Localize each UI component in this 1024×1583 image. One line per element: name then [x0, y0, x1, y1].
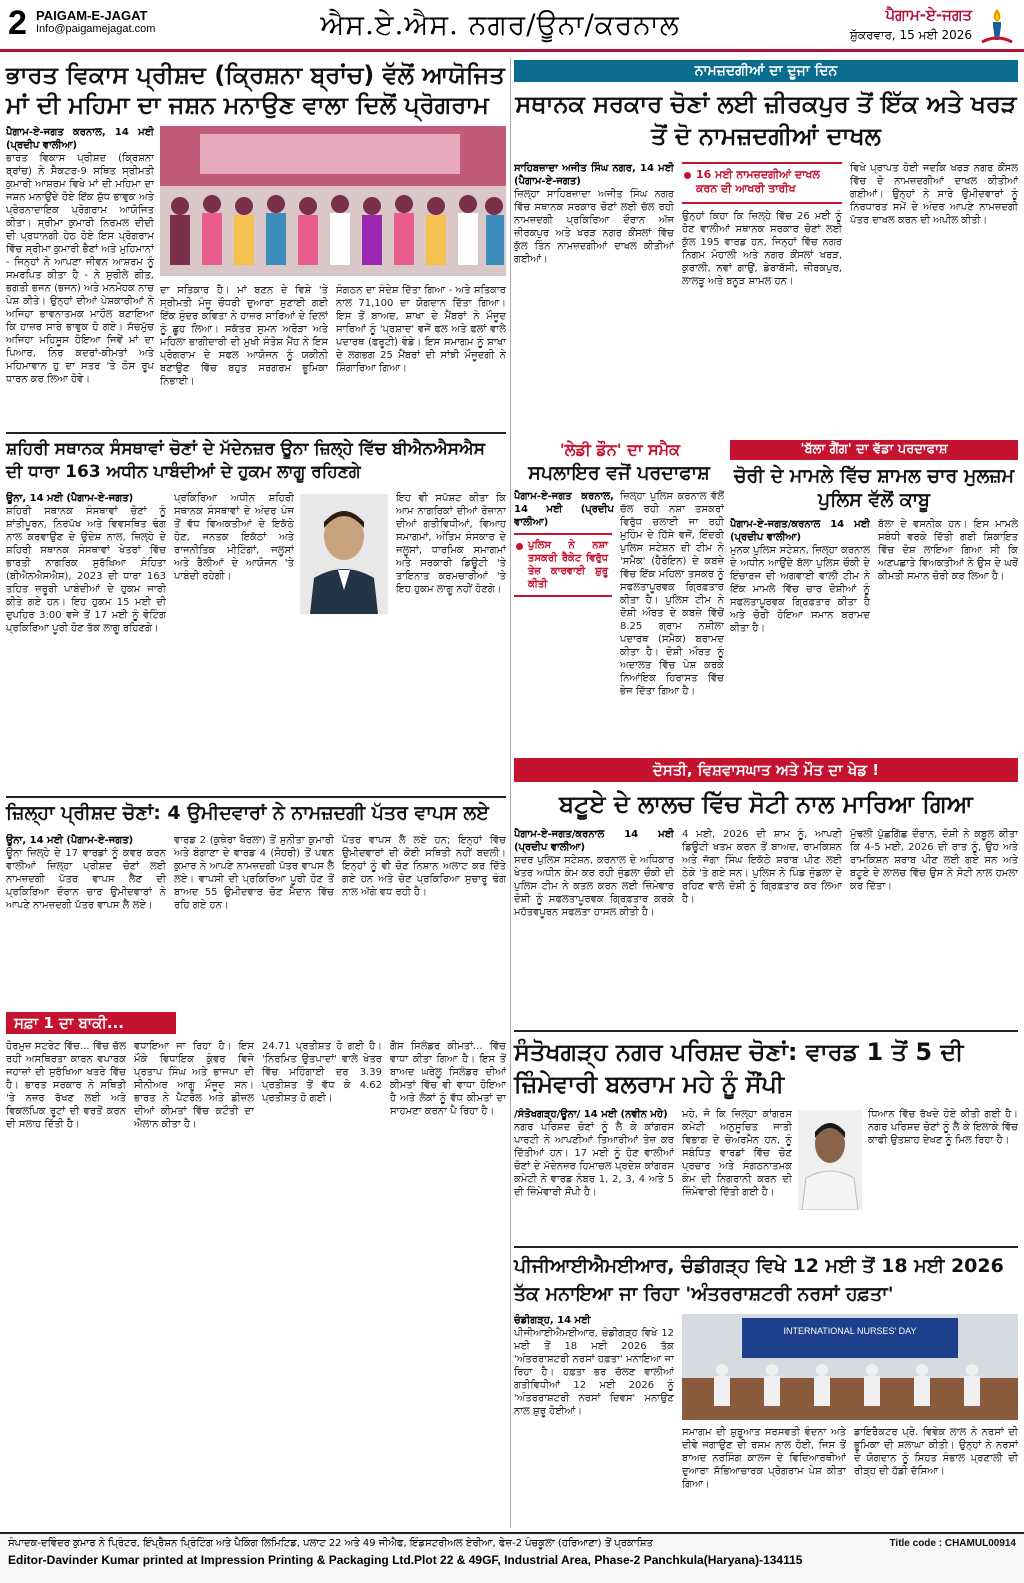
- bharat-col-2: ਦਾ ਸਤਿਕਾਰ ਹੈ। ਮਾਂ ਬਣਨ ਦੇ ਵਿਸ਼ੇ 'ਤੇ ਸ੍ਰੀਮਤੀ ਮੰਜੂ ਚੌਧਰੀ ਦੁਆਰਾ ਸੁਣਾਈ ਗਈ ਇੱਕ ਸੁੰਦਰ ਕਵਿਤਾ ਨੇ ਹਾਜ਼ਰ ਸਾਰਿਆਂ ਦੇ ਦਿਲਾਂ ਨੂੰ ਛੂਹ ਲਿਆ। ਸਕੱਤਰ ਸੁਮਨ ਅਰੋੜਾ ਅਤੇ ਮਹਿਲਾ ਭਾਗੀਦਾਰੀ ਦੀ ਮੁਖੀ ਸੰਤੋਸ਼ ਮੈਂਹ ਨੇ ਇਸ ਪ੍ਰੋਗਰਾਮ ਦੇ ਸਫਲ ਆਯੋਜਨ ਨੂੰ ਯਕੀਨੀ ਬਣਾਉਣ ਵਿੱਚ ਬਹੁਤ ਸਰਗਰਮ ਭੂਮਿਕਾ ਨਿਭਾਈ।: [160, 285, 328, 387]
- remainder-col-4: ਗੈਸ ਸਿਲੰਡਰ ਕੀਮਤਾਂ... ਵਿੱਚ ਵਾਧਾ ਕੀਤਾ ਗਿਆ ਹੈ। ਇਸ ਤੋਂ ਬਾਅਦ ਘਰੇਲੂ ਸਿਲੰਡਰ ਦੀਆਂ ਕੀਮਤਾਂ ਵਿੱਚ ਵੀ ਵਾਧਾ ਹੋਇਆ ਹੈ ਅਤੇ ਲੋਕਾਂ ਨੂੰ ਵੱਧ ਕੀਮਤਾਂ ਦਾ ਸਾਹਮਣਾ ਕਰਨਾ ਪੈ ਰਿਹਾ ਹੈ।: [390, 1041, 506, 1117]
- zila-col-1: [6, 834, 166, 1006]
- bharat-event-photo: [160, 126, 506, 276]
- bharat-text-1: ਭਾਰਤ ਵਿਕਾਸ ਪ੍ਰੀਸ਼ਦ (ਕ੍ਰਿਸ਼ਨਾ ਬ੍ਰਾਂਚ) ਨੇ ਸੈਕਟਰ-9 ਸਥਿਤ ਸ੍ਰੀਮਤੀ ਕੁਮਾਰੀ ਆਸ਼ਰਮ ਵਿਖੇ ਮਾਂ ਦੀ ਮਹਿਮਾ ਦਾ ਜਸ਼ਨ ਮਨਾਉਂਦੇ ਹੋਏ ਇੱਕ ਸ਼ੁੱਧ ਭਾਵੁਕ ਅਤੇ ਪ੍ਰੇਰਨਾਦਾਇਕ ਪ੍ਰੋਗਰਾਮ ਆਯੋਜਿਤ ਕੀਤਾ। ਸ੍ਰੀਮਾ ਕੁਮਾਰੀ ਨਿਰਮਲ ਦੀਦੀ ਦੀ ਪ੍ਰਧਾਨਗੀ ਹੇਠ ਹੋਏ ਇਸ ਪ੍ਰੋਗਰਾਮ ਵਿੱਚ ਸ੍ਰੀਮਾ ਕੁਮਾਰੀ ਭੈਣਾਂ ਅਤੇ ਮੁਹਿਮਾਨਾਂ - ਜਿਨ੍ਹਾਂ ਨੇ ਆਪਣਾ ਜੀਵਨ ਆਸ਼ਰਮ ਨੂੰ ਸਮਰਪਿਤ ਕੀਤਾ ਹੈ - ਨੇ ਸੁਰੀਲੇ ਗੀਤ, ਭਗਤੀ ਭਜਨ (ਭਜਨ) ਅਤੇ ਮਨਮੋਹਕ ਨਾਚ ਪੇਸ਼ ਕੀਤੇ। ਉਨ੍ਹਾਂ ਦੀਆਂ ਪੇਸ਼ਕਾਰੀਆਂ ਨੇ ਅਜਿਹਾ ਭਾਵਨਾਤਮਕ ਮਾਹੌਲ ਬਣਾਇਆ ਕਿ ਹਾਜ਼ਰ ਸਾਰੇ ਭਾਵੁਕ ਹੋ ਗਏ। ਸੱਚਮੁੱਚ ਅਜਿਹਾ ਮਹਿਸੂਸ ਹੋਇਆ ਜਿਵੇਂ ਮਾਂ ਦਾ ਪਿਆਰ, ਨਿਰ ਕਦਰਾਂ-ਕੀਮਤਾਂ ਅਤੇ ਮਹਿਮਾਵਾਨ ਹੁ ਦਾ ਸਤਰ 'ਤੇ ਠੋਸ ਰੂਪ ਧਾਰਨ ਕਰ ਲਿਆ ਹੋਵੇ।: [6, 153, 154, 385]
- zila-text-1: ਊਨਾ ਜ਼ਿਲ੍ਹੇ ਦੇ 17 ਵਾਰਡਾਂ ਨੂੰ ਕਵਰ ਕਰਨ ਵਾਲੀਆਂ ਜ਼ਿਲ੍ਹਾ ਪ੍ਰੀਸ਼ਦ ਚੋਣਾਂ ਲਈ ਨਾਮਜ਼ਦਗੀ ਪੱਤਰ ਵਾਪਸ ਲੈਣ ਦੀ ਪ੍ਰਕਿਰਿਆ ਦੌਰਾਨ ਚਾਰ ਉਮੀਦਵਾਰਾਂ ਨੇ ਆਪਣੇ ਨਾਮਜ਼ਦਗੀ ਪੱਤਰ ਵਾਪਸ ਲੈ ਲਏ।: [6, 848, 166, 911]
- headline-santokhgarh: ਸੰਤੋਖਗੜ੍ਹ ਨਗਰ ਪਰਿਸ਼ਦ ਚੋਣਾਂ: ਵਾਰਡ 1 ਤੋਂ 5 ਦੀ ਜ਼ਿੰਮੇਵਾਰੀ ਬਲਰਾਮ ਮਹੇ ਨੂੰ ਸੌਂਪੀ: [514, 1038, 964, 1098]
- zila-dateline: ਊਨਾ, 14 ਮਈ (ਪੈਗਾਮ-ਏ-ਜਗਤ): [6, 835, 134, 846]
- lady-don-text-1: ਜ਼ਿਲ੍ਹਾ ਪੁਲਿਸ ਕਰਨਾਲ ਵੱਲੋਂ ਚੱਲ ਰਹੀ ਨਸ਼ਾ ਤਸਕਰਾਂ ਵਿਰੁੱਧ ਚਲਾਈ ਜਾ ਰਹੀ ਮੁਹਿੰਮ ਦੇ ਹਿੱਸੇ ਵਜੋਂ, ਇੰਦਰੀ ਪੁਲਿਸ ਸਟੇਸ਼ਨ ਦੀ ਟੀਮ ਨੇ 'ਸਮੈਕ' (ਹੈਰੋਇਨ) ਦੇ ਕਬਜ਼ੇ ਵਿੱਚ ਇੱਕ ਮਹਿਲਾ ਤਸਕਰ ਨੂੰ ਸਫਲਤਾਪੂਰਵਕ ਗ੍ਰਿਫ਼ਤਾਰ ਕੀਤਾ ਹੈ।: [620, 491, 724, 606]
- headline-ballan-gang: ਚੋਰੀ ਦੇ ਮਾਮਲੇ ਵਿੱਚ ਸ਼ਾਮਲ ਚਾਰ ਮੁਲਜ਼ਮ ਪੁਲਿਸ ਵੱਲੋਂ ਕਾਬੂ: [733, 465, 1015, 511]
- ballan-dateline: ਪੈਗਾਮ-ਏ-ਜਗਤ/ਕਰਨਾਲ 14 ਮਈ (ਪ੍ਰਦੀਪ ਵਾਲੀਆ): [730, 519, 870, 543]
- headline-zila-parishad: ਜ਼ਿਲ੍ਹਾ ਪ੍ਰੀਸ਼ਦ ਚੋਣਾਂ: 4 ਉਮੀਦਵਾਰਾਂ ਨੇ ਨਾਮਜ਼ਦਗੀ ਪੱਤਰ ਵਾਪਸ ਲਏ: [6, 802, 489, 824]
- santokhgarh-col-1: [514, 1108, 674, 1244]
- zirakpur-col-2: ਉਨ੍ਹਾਂ ਕਿਹਾ ਕਿ ਜ਼ਿਲ੍ਹੇ ਵਿੱਚ 26 ਮਈ ਨੂੰ ਹੋਣ ਵਾਲੀਆਂ ਸਥਾਨਕ ਸਰਕਾਰ ਚੋਣਾਂ ਲਈ ਕੁੱਲ 195 ਵਾਰਡ ਹਨ, ਜਿਨ੍ਹਾਂ ਵਿੱਚ ਨਗਰ ਨਿਗਮ ਮੋਹਾਲੀ ਅਤੇ ਨਗਰ ਕੌਂਸਲਾਂ ਖਰੜ, ਕੁਰਾਲੀ, ਨਵਾਂ ਗਾਉਂ, ਡੇਰਾਬੱਸੀ, ਜ਼ੀਰਕਪੁਰ, ਲਾਲੜੂ ਅਤੇ ਬਨੂੜ ਸ਼ਾਮਲ ਹਨ।: [682, 211, 842, 287]
- brand-name: PAIGAM-E-JAGAT: [36, 8, 148, 23]
- pgimer-col-1: [514, 1314, 674, 1526]
- brand-email[interactable]: Info@paigamejagat.com: [36, 23, 156, 35]
- pgimer-dateline: ਚੰਡੀਗੜ੍ਹ, 14 ਮਈ: [514, 1315, 591, 1326]
- banner-text: INTERNATIONAL NURSES' DAY: [783, 1326, 917, 1336]
- torch-logo-icon: [978, 6, 1016, 46]
- imprint-punjabi: ਸੰਪਾਦਕ-ਦਵਿੰਦਰ ਕੁਮਾਰ ਨੇ ਪ੍ਰਿੰਟਰ, ਇੰਪ੍ਰੈਸ਼ਨ ਪ੍ਰਿੰਟਿੰਗ ਅਤੇ ਪੈਕਿੰਗ ਲਿਮਿਟਿਡ, ਪਲਾਟ 22 ਅਤੇ 49 ਜੀਐਫ, ਇੰਡਸਟਰੀਅਲ ਏਰੀਆ, ਫੇਜ਼-2 ਪੰਚਕੂਲਾ (ਹਰਿਆਣਾ) ਤੋਂ ਪ੍ਰਕਾਸ਼ਿਤ: [8, 1538, 653, 1549]
- title-code: Title code : CHAMUL00914: [889, 1538, 1016, 1549]
- right-brand-name: ਪੈਗਾਮ-ਏ-ਜਗਤ: [885, 6, 972, 24]
- zirakpur-highlight: 16 ਮਈ ਨਾਮਜ਼ਦਗੀਆਂ ਦਾਖਲ ਕਰਨ ਦੀ ਆਖਰੀ ਤਾਰੀਖ: [682, 162, 842, 204]
- una-col-3: ਇਹ ਵੀ ਸਪੱਸ਼ਟ ਕੀਤਾ ਕਿ ਆਮ ਨਾਗਰਿਕਾਂ ਦੀਆਂ ਰੋਜ਼ਾਨਾ ਦੀਆਂ ਗਤੀਵਿਧੀਆਂ, ਵਿਆਹ ਸਮਾਗਮਾਂ, ਅੰਤਿਮ ਸੰਸਕਾਰ ਦੇ ਜਲੂਸਾਂ, ਧਾਰਮਿਕ ਸਮਾਗਮਾਂ ਅਤੇ ਸਰਕਾਰੀ ਡਿਊਟੀ 'ਤੇ ਤਾਇਨਾਤ ਕਰਮਚਾਰੀਆਂ 'ਤੇ ਇਹ ਹੁਕਮ ਲਾਗੂ ਨਹੀਂ ਹੋਣਗੇ।: [396, 493, 506, 595]
- divider-zila: [6, 796, 506, 798]
- ballan-col-2: ਬੱਲਾ ਦੇ ਵਸਨੀਕ ਹਨ। ਇਸ ਮਾਮਲੇ ਸਬੰਧੀ ਵਰਕੇ ਦਿੱਤੀ ਗਈ ਸ਼ਿਕਾਇਤ ਵਿੱਚ ਦੋਸ਼ ਲਾਇਆ ਗਿਆ ਸੀ ਕਿ ਅਣਪਛਾਤੇ ਵਿਅਕਤੀਆਂ ਨੇ ਉਸ ਦੇ ਘਰੋਂ ਕੀਮਤੀ ਸਮਾਨ ਚੋਰੀ ਕਰ ਲਿਆ ਹੈ।: [878, 519, 1018, 582]
- page-number: 2: [8, 4, 27, 42]
- wallet-dateline: ਪੈਗਾਮ-ਏ-ਜਗਤ/ਕਰਨਾਲ 14 ਮਈ (ਪ੍ਰਦੀਪ ਵਾਲੀਆ): [514, 829, 674, 853]
- pgimer-text-1: ਪੀਜੀਆਈਐਮਈਆਰ, ਚੰਡੀਗੜ੍ਹ ਵਿਖੇ 12 ਮਈ ਤੋਂ 18 ਮਈ 2026 ਤੱਕ 'ਅੰਤਰਰਾਸ਼ਟਰੀ ਨਰਸਾਂ ਹਫ਼ਤਾ' ਮਨਾਇਆ ਜਾ ਰਿਹਾ ਹੈ। ਹਫ਼ਤਾ ਭਰ ਚੱਲਣ ਵਾਲੀਆਂ ਗਤੀਵਿਧੀਆਂ 12 ਮਈ 2026 ਨੂੰ 'ਅੰਤਰਰਾਸ਼ਟਰੀ ਨਰਸਾਂ ਦਿਵਸ' ਮਨਾਉਣ ਨਾਲ ਸ਼ੁਰੂ ਹੋਈਆਂ।: [514, 1328, 674, 1417]
- lady-don-col-2: [620, 490, 724, 750]
- lady-don-highlight: ਪੁਲਿਸ ਨੇ ਨਸ਼ਾ ਤਸਕਰੀ ਰੈਕੇਟ ਵਿਰੁੱਧ ਤੇਜ਼ ਕਾਰਵਾਈ ਸ਼ੁਰੂ ਕੀਤੀ: [514, 533, 612, 597]
- ballan-col-1: [730, 518, 870, 750]
- una-text-1: ਸ਼ਹਿਰੀ ਸਥਾਨਕ ਸੰਸਥਾਵਾਂ ਚੋਣਾਂ ਨੂੰ ਸ਼ਾਂਤੀਪੂਰਨ, ਨਿਰਪੱਖ ਅਤੇ ਵਿਵਸਥਿਤ ਢੰਗ ਨਾਲ ਕਰਵਾਉਣ ਦੇ ਉਦੇਸ਼ ਨਾਲ, ਜ਼ਿਲ੍ਹੇ ਦੇ ਸ਼ਹਿਰੀ ਸਥਾਨਕ ਸੰਸਥਾਵਾਂ ਖੇਤਰਾਂ ਵਿੱਚ ਭਾਰਤੀ ਨਾਗਰਿਕ ਸੁਰੱਖਿਆ ਸੰਹਿਤਾ (ਬੀਐਨਐਸਐਸ), 2023 ਦੀ ਧਾਰਾ 163 ਤਹਿਤ ਜ਼ਰੂਰੀ ਪਾਬੰਦੀਆਂ ਦੇ ਹੁਕਮ ਜਾਰੀ ਕੀਤੇ ਗਏ ਹਨ। ਇਹ ਹੁਕਮ 15 ਮਈ ਦੀ ਦੁਪਹਿਰ 3:00 ਵਜੇ ਤੋਂ 17 ਮਈ ਨੂੰ ਵੋਟਿੰਗ ਪ੍ਰਕਿਰਿਆ ਪੂਰੀ ਹੋਣ ਤੱਕ ਲਾਗੂ ਰਹਿਣਗੇ।: [6, 506, 166, 634]
- wallet-col-3: ਮੁੱਢਲੀ ਪੁੱਛਗਿੱਛ ਦੌਰਾਨ, ਦੋਸ਼ੀ ਨੇ ਕਬੂਲ ਕੀਤਾ ਕਿ 4-5 ਮਈ, 2026 ਦੀ ਰਾਤ ਨੂੰ, ਉਹ ਅਤੇ ਰਾਮਕਿਸ਼ਨ ਸ਼ਰਾਬ ਪੀਣ ਲਈ ਗਏ ਸਨ ਅਤੇ ਬਟੂਏ ਦੇ ਲਾਲਚ ਵਿੱਚ ਉਸ ਨੇ ਸੋਟੀ ਨਾਲ ਹਮਲਾ ਕਰ ਦਿੱਤਾ।: [850, 829, 1018, 892]
- headline-pgimer: ਪੀਜੀਆਈਐਮਈਆਰ, ਚੰਡੀਗੜ੍ਹ ਵਿਖੇ 12 ਮਈ ਤੋਂ 18 ਮਈ 2026 ਤੱਕ ਮਨਾਇਆ ਜਾ ਰਿਹਾ 'ਅੰਤਰਰਾਸ਼ਟਰੀ ਨਰਸਾਂ ਹਫ਼ਤਾ': [514, 1255, 1004, 1305]
- issue-date: ਸ਼ੁੱਕਰਵਾਰ, 15 ਮਈ 2026: [849, 28, 972, 42]
- balram-mahe-photo: [798, 1110, 862, 1210]
- divider-una: [6, 432, 506, 434]
- zirakpur-text-1: ਜ਼ਿਲ੍ਹਾ ਸਾਹਿਬਜ਼ਾਦਾ ਅਜੀਤ ਸਿੰਘ ਨਗਰ ਵਿੱਚ ਸਥਾਨਕ ਸਰਕਾਰ ਚੋਣਾਂ ਲਈ ਚੱਲ ਰਹੀ ਨਾਮਜ਼ਦਗੀ ਪ੍ਰਕਿਰਿਆ ਦੌਰਾਨ ਅੱਜ ਜ਼ੀਰਕਪੁਰ ਅਤੇ ਖਰੜ ਨਗਰ ਕੌਂਸਲਾਂ ਵਿੱਚ ਕੁੱਲ ਤਿੰਨ ਨਾਮਜ਼ਦਗੀਆਂ ਦਾਖਲ ਕੀਤੀਆਂ ਗਈਆਂ।: [514, 189, 674, 265]
- pgimer-col-3: ਡਾਇਰੈਕਟਰ ਪ੍ਰੋ. ਵਿਵੇਕ ਲਾਲ ਨੇ ਨਰਸਾਂ ਦੀ ਭੂਮਿਕਾ ਦੀ ਸ਼ਲਾਘਾ ਕੀਤੀ। ਉਨ੍ਹਾਂ ਨੇ ਨਰਸਾਂ ਦੇ ਯੋਗਦਾਨ ਨੂੰ ਸਿਹਤ ਸੰਭਾਲ ਪ੍ਰਣਾਲੀ ਦੀ ਰੀੜ੍ਹ ਦੀ ਹੱਡੀ ਦੱਸਿਆ।: [854, 1427, 1018, 1477]
- headline-una-bnss: ਸ਼ਹਿਰੀ ਸਥਾਨਕ ਸੰਸਥਾਵਾਂ ਚੋਣਾਂ ਦੇ ਮੱਦੇਨਜ਼ਰ ਊਨਾ ਜ਼ਿਲ੍ਹੇ ਵਿੱਚ ਬੀਐਨਐਸਐਸ ਦੀ ਧਾਰਾ 163 ਅਧੀਨ ਪਾਬੰਦੀਆਂ ਦੇ ਹੁਕਮ ਲਾਗੂ ਰਹਿਣਗੇ: [6, 439, 485, 482]
- wallet-col-2: 4 ਮਈ, 2026 ਦੀ ਸ਼ਾਮ ਨੂੰ, ਆਪਣੀ ਡਿਊਟੀ ਖਤਮ ਕਰਨ ਤੋਂ ਬਾਅਦ, ਰਾਮਕਿਸ਼ਨ ਅਤੇ ਜੱਗਾ ਸਿੰਘ ਇਕੱਠੇ ਸ਼ਰਾਬ ਪੀਣ ਲਈ ਠੇਕੇ 'ਤੇ ਗਏ ਸਨ। ਪੁਲਿਸ ਨੇ ਪਿੰਡ ਜੁੰਡਲਾ ਦੇ ਰਹਿਣ ਵਾਲੇ ਦੋਸ਼ੀ ਨੂੰ ਗ੍ਰਿਫ਼ਤਾਰ ਕਰ ਲਿਆ ਹੈ।: [682, 829, 842, 905]
- kicker-friendship: ਦੋਸਤੀ, ਵਿਸ਼ਵਾਸਘਾਤ ਅਤੇ ਮੌਤ ਦਾ ਖੇਡ !: [514, 758, 1018, 782]
- nurses-day-photo: [682, 1314, 1018, 1420]
- santokhgarh-col-3: ਧਿਆਨ ਵਿੱਚ ਰੱਖਦੇ ਹੋਏ ਕੀਤੀ ਗਈ ਹੈ। ਨਗਰ ਪਰਿਸ਼ਦ ਚੋਣਾਂ ਨੂੰ ਲੈ ਕੇ ਇਲਾਕੇ ਵਿੱਚ ਕਾਫੀ ਉਤਸ਼ਾਹ ਦੇਖਣ ਨੂੰ ਮਿਲ ਰਿਹਾ ਹੈ।: [868, 1109, 1018, 1146]
- remainder-col-1: ਹੋਰਮੁਜ਼ ਸਟਰੇਟ ਵਿੱਚ... ਵਿੱਚ ਚੱਲ ਰਹੀ ਅਸਥਿਰਤਾ ਕਾਰਨ ਵਪਾਰਕ ਜਹਾਜ਼ਾਂ ਦੀ ਸੁਰੱਖਿਆ ਖਤਰੇ ਵਿੱਚ ਹੈ। ਭਾਰਤ ਸਰਕਾਰ ਨੇ ਸਥਿਤੀ 'ਤੇ ਨਜ਼ਰ ਰੱਖਣ ਲਈ ਅਤੇ ਵਿਕਲਪਿਕ ਰੂਟਾਂ ਦੀ ਵਰਤੋਂ ਕਰਨ ਦੀ ਸਲਾਹ ਦਿੱਤੀ ਹੈ।: [6, 1041, 126, 1130]
- ballan-text-1: ਮੁਨਕ ਪੁਲਿਸ ਸਟੇਸ਼ਨ, ਜ਼ਿਲ੍ਹਾ ਕਰਨਾਲ ਦੇ ਅਧੀਨ ਆਉਂਦੇ ਬੱਲਾ ਪੁਲਿਸ ਚੌਕੀ ਦੇ ਇੰਚਾਰਜ ਦੀ ਅਗਵਾਈ ਵਾਲੀ ਟੀਮ ਨੇ ਇੱਕ ਮਾਮਲੇ ਵਿੱਚ ਚਾਰ ਦੋਸ਼ੀਆਂ ਨੂੰ ਸਫਲਤਾਪੂਰਵਕ ਗ੍ਰਿਫ਼ਤਾਰ ਕੀਤਾ ਹੈ ਅਤੇ ਚੋਰੀ ਹੋਇਆ ਸਮਾਨ ਬਰਾਮਦ ਕੀਤਾ ਹੈ।: [730, 545, 870, 634]
- lady-don-dateline: ਪੈਗਾਮ-ਏ-ਜਗਤ ਕਰਨਾਲ, 14 ਮਈ (ਪ੍ਰਦੀਪ ਵਾਲੀਆ): [514, 491, 614, 528]
- headline-wallet-murder: ਬਟੂਏ ਦੇ ਲਾਲਚ ਵਿੱਚ ਸੋਟੀ ਨਾਲ ਮਾਰਿਆ ਗਿਆ: [559, 790, 973, 818]
- masthead: [0, 0, 1024, 52]
- portrait-image: [300, 494, 388, 614]
- wallet-col-1: [514, 828, 674, 1024]
- section-title: ਐਸ.ਏ.ਐਸ. ਨਗਰ/ਊਨਾ/ਕਰਨਾਲ: [320, 8, 680, 41]
- separator-center: [510, 58, 511, 1528]
- santokhgarh-text-1: ਨਗਰ ਪਰਿਸ਼ਦ ਚੋਣਾਂ ਨੂੰ ਲੈ ਕੇ ਕਾਂਗਰਸ ਪਾਰਟੀ ਨੇ ਆਪਣੀਆਂ ਤਿਆਰੀਆਂ ਤੇਜ਼ ਕਰ ਦਿੱਤੀਆਂ ਹਨ। 17 ਮਈ ਨੂੰ ਹੋਣ ਵਾਲੀਆਂ ਚੋਣਾਂ ਦੇ ਮੱਦੇਨਜ਼ਰ ਹਿਮਾਚਲ ਪ੍ਰਦੇਸ਼ ਕਾਂਗਰਸ ਕਮੇਟੀ ਨੇ ਵਾਰਡ ਨੰਬਰ 1, 2, 3, 4 ਅਤੇ 5 ਦੀ ਜ਼ਿੰਮੇਵਾਰੀ ਸੌਂਪੀ ਹੈ।: [514, 1122, 674, 1198]
- remainder-label: ਸਫ਼ਾ 1 ਦਾ ਬਾਕੀ...: [6, 1012, 176, 1034]
- imprint-english: Editor-Davinder Kumar printed at Impression Printing & Packaging Ltd.Plot 22 & 49GF, Industrial Area, Phase-2 Panchkula(Haryana)-134115: [8, 1553, 803, 1567]
- zila-col-3: ਪੱਤਰ ਵਾਪਸ ਲੈ ਲਏ ਹਨ; ਇਨ੍ਹਾਂ ਵਿੱਚ ਉਮੀਦਵਾਰਾਂ ਦੀ ਕੋਈ ਸਥਿਤੀ ਨਹੀਂ ਬਦਲੀ। ਇਨ੍ਹਾਂ ਨੂੰ ਵੀ ਚੋਣ ਨਿਸ਼ਾਨ ਅਲਾਟ ਕਰ ਦਿੱਤੇ ਗਏ ਹਨ ਅਤੇ ਚੋਣ ਪ੍ਰਕਿਰਿਆ ਸੁਚਾਰੂ ਢੰਗ ਨਾਲ ਅੱਗੇ ਵਧ ਰਹੀ ਹੈ।: [342, 835, 506, 898]
- headline-bharat-vikas: ਭਾਰਤ ਵਿਕਾਸ ਪ੍ਰੀਸ਼ਦ (ਕ੍ਰਿਸ਼ਨਾ ਬ੍ਰਾਂਚ) ਵੱਲੋਂ ਆਯੋਜਿਤ ਮਾਂ ਦੀ ਮਹਿਮਾ ਦਾ ਜਸ਼ਨ ਮਨਾਉਣ ਵਾਲਾ ਦਿਲੋਂ ਪ੍ਰੋਗਰਾਮ: [6, 61, 505, 119]
- brand-block: [36, 8, 155, 35]
- kicker-lady-don: 'ਲੇਡੀ ਡੌਨ' ਦਾ ਸਮੈਕ: [559, 440, 681, 459]
- person-portrait-image: [798, 1110, 862, 1210]
- zila-col-2: ਵਾਰਡ 2 (ਕੁਥੇਰਾ ਖੈਰਲਾ) ਤੋਂ ਸੁਨੀਤਾ ਕੁਮਾਰੀ ਅਤੇ ਬੰਗਾਣਾ ਦੇ ਵਾਰਡ 4 (ਸੋਹਰੀ) ਤੋਂ ਪਵਨ ਕੁਮਾਰ ਨੇ ਆਪਣੇ ਨਾਮਜ਼ਦਗੀ ਪੱਤਰ ਵਾਪਸ ਲੈ ਲਏ। ਵਾਪਸੀ ਦੀ ਪ੍ਰਕਿਰਿਆ ਪੂਰੀ ਹੋਣ ਤੋਂ ਬਾਅਦ 55 ਉਮੀਦਵਾਰ ਚੋਣ ਮੈਦਾਨ ਵਿੱਚ ਰਹਿ ਗਏ ਹਨ।: [174, 835, 334, 911]
- group-photo-image: [160, 126, 506, 276]
- lady-don-text-2: ਪੁਲਿਸ ਟੀਮ ਨੇ ਦੋਸ਼ੀ ਔਰਤ ਦੇ ਕਬਜ਼ੇ ਵਿੱਚੋਂ 8.25 ਗ੍ਰਾਮ ਨਸ਼ੀਲਾ ਪਦਾਰਥ (ਸਮੈਕ) ਬਰਾਮਦ ਕੀਤਾ ਹੈ। ਦੋਸ਼ੀ ਔਰਤ ਨੂੰ ਅਦਾਲਤ ਵਿੱਚ ਪੇਸ਼ ਕਰਕੇ ਨਿਆਂਇਕ ਹਿਰਾਸਤ ਵਿੱਚ ਭੇਜ ਦਿੱਤਾ ਗਿਆ ਹੈ।: [620, 595, 724, 697]
- santokhgarh-col-2: ਮਹੇ, ਜੋ ਕਿ ਜ਼ਿਲ੍ਹਾ ਕਾਂਗਰਸ ਕਮੇਟੀ ਅਨੁਸੂਚਿਤ ਜਾਤੀ ਵਿਭਾਗ ਦੇ ਚੇਅਰਮੈਨ ਹਨ, ਨੂੰ ਸਬੰਧਿਤ ਵਾਰਡਾਂ ਵਿੱਚ ਚੋਣ ਪ੍ਰਚਾਰ ਅਤੇ ਸੰਗਠਨਾਤਮਕ ਕੰਮ ਦੀ ਨਿਗਰਾਨੀ ਕਰਨ ਦੀ ਜ਼ਿੰਮੇਵਾਰੀ ਦਿੱਤੀ ਗਈ ਹੈ।: [682, 1109, 792, 1198]
- headline-lady-don: ਸਪਲਾਇਰ ਵਜੋਂ ਪਰਦਾਫਾਸ਼: [528, 462, 710, 484]
- divider-santokhgarh: [514, 1030, 1018, 1032]
- zirakpur-dateline: ਸਾਹਿਬਜ਼ਾਦਾ ਅਜੀਤ ਸਿੰਘ ਨਗਰ, 14 ਮਈ (ਪੈਗਾਮ-ਏ-ਜਗਤ): [514, 163, 674, 187]
- bharat-dateline: ਪੈਗਾਮ-ਏ-ਜਗਤ ਕਰਨਾਲ, 14 ਮਈ (ਪ੍ਰਦੀਪ ਵਾਲੀਆ): [6, 127, 154, 151]
- right-brand-block: [850, 6, 972, 43]
- remainder-col-3: 24.71 ਪ੍ਰਤੀਸ਼ਤ ਹੋ ਗਈ ਹੈ। 'ਨਿਰਮਿਤ ਉਤਪਾਦਾਂ' ਵਾਲੇ ਖੇਤਰ ਵਿੱਚ ਮਹਿੰਗਾਈ ਦਰ 3.39 ਪ੍ਰਤੀਸ਼ਤ ਤੋਂ ਵੱਧ ਕੇ 4.62 ਪ੍ਰਤੀਸ਼ਤ ਹੋ ਗਈ।: [262, 1041, 382, 1104]
- una-col-2: ਪ੍ਰਕਿਰਿਆ ਅਧੀਨ ਸ਼ਹਿਰੀ ਸਥਾਨਕ ਸੰਸਥਾਵਾਂ ਦੇ ਅੰਦਰ ਪੰਜ ਤੋਂ ਵੱਧ ਵਿਅਕਤੀਆਂ ਦੇ ਇਕੱਠੇ ਹੋਣ, ਜਨਤਕ ਇਕੱਠਾਂ ਅਤੇ ਰਾਜਨੀਤਿਕ ਮੀਟਿੰਗਾਂ, ਜਲੂਸਾਂ ਅਤੇ ਰੈਲੀਆਂ ਦੇ ਆਯੋਜਨ 'ਤੇ ਪਾਬੰਦੀ ਰਹੇਗੀ।: [174, 493, 294, 582]
- official-portrait-photo: [300, 494, 388, 614]
- bharat-col-3: ਸੰਗਠਨ ਦਾ ਸੰਦੇਸ਼ ਦਿੱਤਾ ਗਿਆ - ਅਤੇ ਸਤਿਕਾਰ ਨਾਲ 71,100 ਦਾ ਯੋਗਦਾਨ ਦਿੱਤਾ ਗਿਆ। ਇਸ ਤੋਂ ਬਾਅਦ, ਸ਼ਾਖਾ ਦੇ ਮੈਂਬਰਾਂ ਨੇ ਮੌਜੂਦ ਸਾਰਿਆਂ ਨੂੰ 'ਪ੍ਰਸ਼ਾਦ' ਵਜੋਂ ਫਲ ਅਤੇ ਫਲਾਂ ਵਾਲੇ ਪਦਾਰਥ (ਫਰੂਟੀ) ਵੰਡੇ। ਇਸ ਸਮਾਗਮ ਨੂੰ ਸ਼ਾਖਾ ਦੇ ਲਗਭਗ 25 ਮੈਂਬਰਾਂ ਦੀ ਸਾਂਝੀ ਮੌਜੂਦਗੀ ਨੇ ਸ਼ਿੰਗਾਰਿਆ ਗਿਆ।: [336, 285, 506, 374]
- kicker-nomination-day: ਨਾਮਜ਼ਦਗੀਆਂ ਦਾ ਦੂਜਾ ਦਿਨ: [514, 60, 1018, 82]
- zirakpur-col-3: ਵਿਖੇ ਪ੍ਰਾਪਤ ਹੋਈ ਜਦਕਿ ਖਰੜ ਨਗਰ ਕੌਂਸਲ ਵਿੱਚ ਦੋ ਨਾਮਜ਼ਦਗੀਆਂ ਦਾਖਲ ਕੀਤੀਆਂ ਗਈਆਂ। ਉਨ੍ਹਾਂ ਨੇ ਸਾਰੇ ਉਮੀਦਵਾਰਾਂ ਨੂੰ ਨਿਰਧਾਰਤ ਸਮੇਂ ਦੇ ਅੰਦਰ ਆਪਣੇ ਨਾਮਜ਼ਦਗੀ ਪੱਤਰ ਦਾਖਲ ਕਰਨ ਦੀ ਅਪੀਲ ਕੀਤੀ।: [850, 163, 1018, 226]
- remainder-col-2: ਵਧਾਇਆ ਜਾ ਰਿਹਾ ਹੈ। ਇਸ ਮੌਕੇ ਵਿਧਾਇਕ ਕੁੰਵਰ ਵਿਜੇ ਪ੍ਰਤਾਪ ਸਿੰਘ ਅਤੇ ਭਾਜਪਾ ਦੀ ਸੀਨੀਅਰ ਆਗੂ ਮੌਜੂਦ ਸਨ। ਭਾਰਤ ਨੇ ਪੈਟਰੋਲ ਅਤੇ ਡੀਜ਼ਲ ਦੀਆਂ ਕੀਮਤਾਂ ਵਿੱਚ ਕਟੌਤੀ ਦਾ ਐਲਾਨ ਕੀਤਾ ਹੈ।: [134, 1041, 254, 1130]
- lady-don-col-1: [514, 490, 614, 750]
- imprint-footer: [0, 1532, 1024, 1583]
- una-dateline: ਊਨਾ, 14 ਮਈ (ਪੈਗਾਮ-ਏ-ਜਗਤ): [6, 493, 134, 504]
- zirakpur-col-1: [514, 162, 674, 434]
- kicker-ballan-gang: 'ਬੱਲਾ ਗੈਂਗ' ਦਾ ਵੱਡਾ ਪਰਦਾਫਾਸ਼: [730, 440, 1018, 460]
- divider-pgimer: [514, 1246, 1018, 1248]
- una-col-1: [6, 492, 166, 792]
- santokhgarh-dateline: /ਸੰਤੋਖਗੜ੍ਹ/ਊਨਾ/ 14 ਮਈ (ਨਵੀਨ ਮਹੇ): [514, 1109, 668, 1120]
- headline-zirakpur: ਸਥਾਨਕ ਸਰਕਾਰ ਚੋਣਾਂ ਲਈ ਜ਼ੀਰਕਪੁਰ ਤੋਂ ਇੱਕ ਅਤੇ ਖਰੜ ਤੋਂ ਦੋ ਨਾਮਜ਼ਦਗੀਆਂ ਦਾਖਲ: [515, 90, 1017, 150]
- nurses-stage-image: [682, 1314, 1018, 1420]
- pgimer-col-2: ਸਮਾਗਮ ਦੀ ਸ਼ੁਰੂਆਤ ਸਰਸਵਤੀ ਵੰਦਨਾ ਅਤੇ ਦੀਵੇ ਜਗਾਉਣ ਦੀ ਰਸਮ ਨਾਲ ਹੋਈ, ਜਿਸ ਤੋਂ ਬਾਅਦ ਨਰਸਿੰਗ ਕਾਲਜ ਦੇ ਵਿਦਿਆਰਥੀਆਂ ਦੁਆਰਾ ਸੱਭਿਆਚਾਰਕ ਪ੍ਰੋਗਰਾਮ ਪੇਸ਼ ਕੀਤਾ ਗਿਆ।: [682, 1427, 846, 1490]
- bharat-col-1: [6, 126, 154, 430]
- wallet-text-1: ਸਦਰ ਪੁਲਿਸ ਸਟੇਸ਼ਨ, ਕਰਨਾਲ ਦੇ ਅਧਿਕਾਰ ਖੇਤਰ ਅਧੀਨ ਕੰਮ ਕਰ ਰਹੀ ਜੁੰਡਲਾ ਚੌਕੀ ਦੀ ਪੁਲਿਸ ਟੀਮ ਨੇ ਕਤਲ ਕਰਨ ਲਈ ਜ਼ਿੰਮੇਵਾਰ ਦੋਸ਼ੀ ਨੂੰ ਸਫਲਤਾਪੂਰਵਕ ਗ੍ਰਿਫ਼ਤਾਰ ਕਰਕੇ ਮਹੱਤਵਪੂਰਨ ਸਫਲਤਾ ਹਾਸਲ ਕੀਤੀ ਹੈ।: [514, 855, 674, 918]
